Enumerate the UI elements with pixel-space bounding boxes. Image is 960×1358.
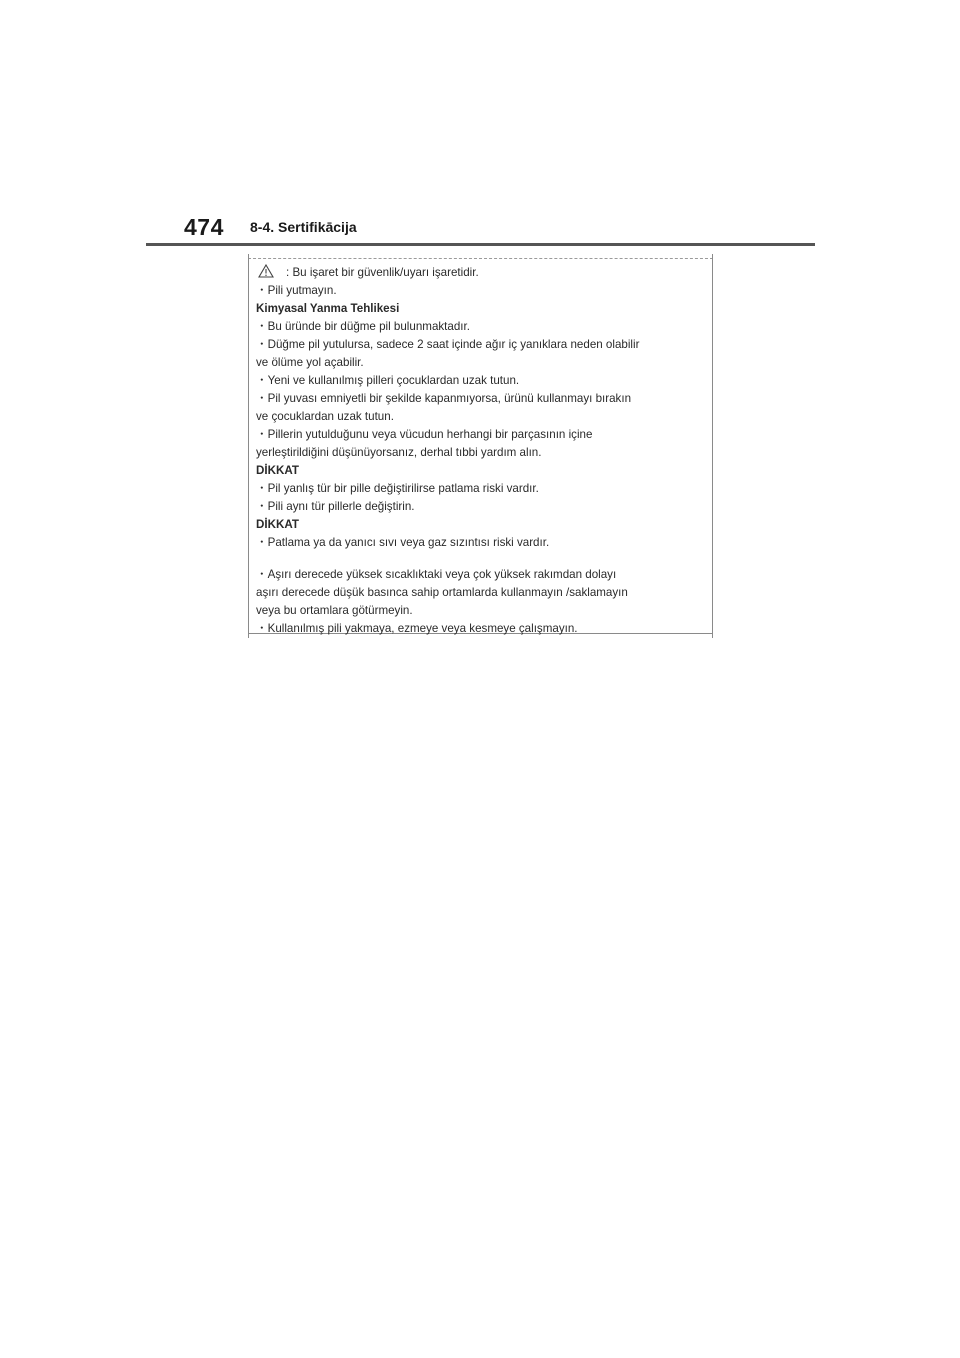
notice-line: ・Düğme pil yutulursa, sadece 2 saat içinde ağır iç yanıklara neden olabilir <box>256 338 640 351</box>
corner-tick-top-right <box>712 254 713 262</box>
notice-heading: DİKKAT <box>256 518 299 531</box>
notice-line: ・Bu üründe bir düğme pil bulunmaktadır. <box>256 320 470 333</box>
notice-heading: DİKKAT <box>256 464 299 477</box>
notice-spacer <box>256 552 706 566</box>
notice-line: ・Pili yutmayın. <box>256 284 337 297</box>
notice-line: ・Pillerin yutulduğunu veya vücudun herhangi bir parçasının içine <box>256 428 593 441</box>
warning-triangle-icon <box>258 264 274 278</box>
notice-line: ・Patlama ya da yanıcı sıvı veya gaz sızıntısı riski vardır. <box>256 536 550 549</box>
notice-line: ・Pil yuvası emniyetli bir şekilde kapanmıyorsa, ürünü kullanmayı bırakın <box>256 392 632 405</box>
notice-line: ・Yeni ve kullanılmış pilleri çocuklardan uzak tutun. <box>256 374 520 387</box>
notice-line: yerleştirildiğini düşünüyorsanız, derhal tıbbi yardım alın. <box>256 446 542 459</box>
notice-line: veya bu ortamlara götürmeyin. <box>256 604 413 617</box>
warning-text-block <box>256 264 706 638</box>
page-number: 474 <box>184 214 224 240</box>
notice-line: ・Pili aynı tür pillerle değiştirin. <box>256 500 415 513</box>
corner-tick-top-left <box>248 254 249 262</box>
notice-line: ve ölüme yol açabilir. <box>256 356 364 369</box>
notice-line: ・Kullanılmış pili yakmaya, ezmeye veya kesmeye çalışmayın. <box>256 622 578 635</box>
section-title: 8-4. Sertifikācija <box>250 219 357 235</box>
notice-line: ・Pil yanlış tür bir pille değiştirilirse patlama riski vardır. <box>256 482 539 495</box>
notice-line: aşırı derecede düşük basınca sahip ortamlarda kullanmayın /saklamayın <box>256 586 628 599</box>
notice-line: ve çocuklardan uzak tutun. <box>256 410 394 423</box>
notice-line-text: : Bu işaret bir güvenlik/uyarı işaretidir. <box>286 266 479 279</box>
notice-heading: Kimyasal Yanma Tehlikesi <box>256 302 400 315</box>
notice-line <box>256 264 706 282</box>
header-divider <box>146 243 815 246</box>
corner-tick-bottom-left <box>248 630 249 638</box>
notice-line: ・Aşırı derecede yüksek sıcaklıktaki veya çok yüksek rakımdan dolayı <box>256 568 617 581</box>
corner-tick-bottom-right <box>712 630 713 638</box>
